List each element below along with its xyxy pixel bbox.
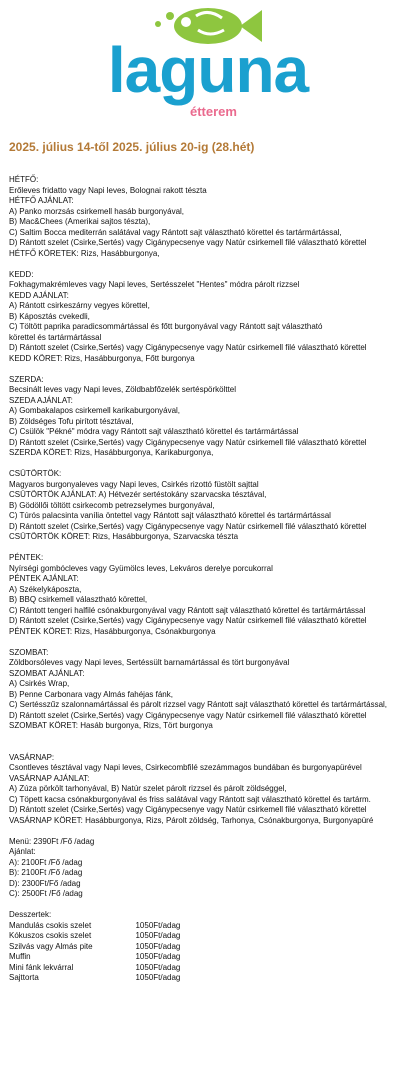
dessert-name: Szilvás vagy Almás pite bbox=[9, 940, 93, 951]
dessert-name: Muffin bbox=[9, 951, 31, 961]
menu-line: Nyírségi gombócleves vagy Gyümölcs leves, Lekváros derelye porcukorral bbox=[9, 562, 273, 573]
menu-line: D) Rántott szelet (Csirke,Sertés) vagy Cigánypecsenye vagy Natúr csirkemell filé választható körettel bbox=[9, 342, 367, 352]
menu-line: D) Rántott szelet (Csirke,Sertés) vagy Cigánypecsenye vagy Natúr csirkemell filé választható körettel bbox=[9, 237, 367, 247]
menu-line: PÉNTEK AJÁNLAT: bbox=[9, 573, 79, 583]
price-line: C): 2500Ft /Fő /adag bbox=[9, 888, 83, 898]
menu-line: Csontleves tésztával vagy Napi leves, Csirkecombfilé szezámmagos bundában és burgonyapürével bbox=[9, 762, 362, 772]
day-heading: HÉTFŐ: bbox=[9, 174, 39, 184]
menu-line: A) Zúza pörkölt tarhonyával, B) Natúr szelet párolt rizzsel és párolt zöldséggel, bbox=[9, 783, 287, 793]
menu-line: D) Rántott szelet (Csirke,Sertés) vagy Cigánypecsenye vagy Natúr csirkemell filé választható körettel bbox=[9, 436, 367, 447]
menu-line: D) Rántott szelet (Csirke,Sertés) vagy Cigánypecsenye vagy Natúr csirkemell filé választható körettel bbox=[9, 615, 367, 625]
menu-line: Becsinált leves vagy Napi leves, Zöldbabfőzelék sertéspörkölttel bbox=[9, 384, 237, 394]
dessert-row bbox=[9, 962, 386, 973]
menu-line: B) Zöldséges Tofu pirított tésztával, bbox=[9, 415, 134, 426]
dessert-price: 1050Ft/adag bbox=[135, 961, 181, 972]
day-block bbox=[9, 741, 386, 825]
menu-line: A) Székelykáposzta, bbox=[9, 583, 82, 594]
menu-line: VASÁRNAP KÖRET: Hasábburgonya, Rizs, Párolt zöldség, Tarhonya, Csónakburgonya, Burgonyapüré bbox=[9, 814, 374, 825]
menu-line: CSÜTÖRTÖK KÖRET: Rizs, Hasábburgonya, Szarvacska tészta bbox=[9, 531, 239, 541]
menu-line: A) Rántott csirkeszárny vegyes körettel, bbox=[9, 300, 150, 310]
price-line: Menü: 2390Ft /Fő /adag bbox=[9, 835, 95, 846]
menu-line: HÉTFŐ KÖRETEK: Rizs, Hasábburgonya, bbox=[9, 247, 160, 258]
day-heading: PÉNTEK: bbox=[9, 552, 44, 562]
menu-line: SZOMBAT KÖRET: Hasáb burgonya, Rizs, Tört burgonya bbox=[9, 720, 213, 730]
menu-line: D) Rántott szelet (Csirke,Sertés) vagy Cigánypecsenye vagy Natúr csirkemell filé választható körettel bbox=[9, 804, 367, 814]
dessert-price: 1050Ft/adag bbox=[135, 940, 181, 951]
day-heading: KEDD: bbox=[9, 268, 34, 279]
dessert-list bbox=[9, 920, 386, 983]
day-block bbox=[9, 468, 386, 542]
price-line: B): 2100Ft /Fő /adag bbox=[9, 867, 83, 877]
menu-line: C) Saltim Bocca mediterrán salátával vagy Rántott sajt választható körettel és tartármártással, bbox=[9, 226, 342, 237]
dessert-price: 1050Ft/adag bbox=[135, 930, 181, 940]
desserts-heading: Desszertek: bbox=[9, 909, 52, 919]
restaurant-logo bbox=[0, 0, 416, 120]
price-line: A): 2100Ft /Fő /adag bbox=[9, 856, 83, 867]
menu-line: C) Túrós palacsinta vanília öntettel vagy Rántott sajt választható körettel és tartármártással bbox=[9, 510, 331, 520]
menu-line: CSÜTÖRTÖK AJÁNLAT: A) Hétvezér sertéstokány szarvacska tésztával, bbox=[9, 489, 267, 499]
dessert-row bbox=[9, 941, 386, 952]
menu-line: Magyaros burgonyaleves vagy Napi leves, Csirkés rizottó füstölt sajttal bbox=[9, 478, 259, 489]
dessert-row bbox=[9, 951, 386, 962]
menu-line: B) Mac&Chees (Amerikai sajtos tészta), bbox=[9, 216, 151, 226]
menu-line: C) Sertésszűz szalonnamártással és párolt rizzsel vagy Rántott sajt választható körettel és tartármártással, bbox=[9, 699, 388, 709]
menu-line: Erőleves fridatto vagy Napi leves, Bolognai rakott tészta bbox=[9, 184, 207, 195]
dessert-name: Mandulás csokis szelet bbox=[9, 919, 92, 930]
menu-line: VASÁRNAP: bbox=[9, 751, 55, 762]
menu-line: C) Töpett kacsa csónakburgonyával és friss salátával vagy Rántott sajt választható körettel és tartárm. bbox=[9, 793, 371, 804]
dessert-name: Sajttorta bbox=[9, 972, 39, 982]
menu-line: SZOMBAT AJÁNLAT: bbox=[9, 667, 85, 678]
price-line: Ajánlat: bbox=[9, 846, 36, 856]
dessert-price: 1050Ft/adag bbox=[135, 919, 181, 930]
menu-line: KEDD KÖRET: Rizs, Hasábburgonya, Főtt burgonya bbox=[9, 352, 195, 363]
menu-line: SZERDA KÖRET: Rizs, Hasábburgonya, Karikaburgonya, bbox=[9, 447, 214, 457]
day-heading: CSÜTÖRTÖK: bbox=[9, 468, 62, 478]
menu-line: Zöldborsóleves vagy Napi leves, Sertéssült barnamártással és tört burgonyával bbox=[9, 657, 290, 667]
menu-line: C) Csülök "Pékné" módra vagy Rántott sajt választható körettel és tartármártással bbox=[9, 426, 299, 436]
menu-line: A) Gombakalapos csirkemell karikaburgonyával, bbox=[9, 405, 181, 415]
menu-line: C) Töltött paprika paradicsommártással és főtt burgonyával vagy Rántott sajt választható bbox=[9, 321, 323, 331]
day-block bbox=[9, 269, 386, 364]
menu-line: D) Rántott szelet (Csirke,Sertés) vagy Cigánypecsenye vagy Natúr csirkemell filé választható körettel bbox=[9, 520, 367, 531]
menu-line: körettel és tartármártással bbox=[9, 331, 102, 342]
menu-line: SZEDA AJÁNLAT: bbox=[9, 394, 73, 405]
menu-line: Fokhagymakrémleves vagy Napi leves, Sertésszelet "Hentes" módra párolt rizzsel bbox=[9, 279, 300, 289]
menu-line: B) Káposztás cvekedli, bbox=[9, 310, 90, 321]
dessert-row bbox=[9, 920, 386, 931]
menu-line: VASÁRNAP AJÁNLAT: bbox=[9, 772, 90, 783]
day-heading: SZERDA: bbox=[9, 373, 44, 384]
day-block bbox=[9, 647, 386, 731]
day-block bbox=[9, 174, 386, 258]
dessert-row bbox=[9, 972, 386, 983]
day-heading bbox=[9, 741, 386, 752]
menu-line: PÉNTEK KÖRET: Rizs, Hasábburgonya, Csónakburgonya bbox=[9, 625, 216, 636]
menu-line: C) Rántott tengeri halfilé csónakburgonyával vagy Rántott sajt választható körettel és tartármártással bbox=[9, 604, 366, 615]
menu-line: HÉTFŐ AJÁNLAT: bbox=[9, 195, 74, 205]
price-line: D): 2300Ft/Fő /adag bbox=[9, 877, 81, 888]
menu-line: B) Penne Carbonara vagy Almás fahéjas fánk, bbox=[9, 688, 173, 699]
menu-line: A) Panko morzsás csirkemell hasáb burgonyával, bbox=[9, 205, 185, 216]
week-heading: 2025. július 14-től 2025. július 20-ig (28.hét) bbox=[9, 140, 255, 154]
dessert-price: 1050Ft/adag bbox=[135, 972, 181, 982]
menu-line: A) Csirkés Wrap, bbox=[9, 678, 70, 688]
logo-subtitle: étterem bbox=[190, 104, 237, 119]
menu-line: B) BBQ csirkemell választható körettel, bbox=[9, 594, 148, 604]
dessert-name: Mini fánk lekvárral bbox=[9, 961, 74, 972]
dessert-row bbox=[9, 930, 386, 941]
menu-line: KEDD AJÁNLAT: bbox=[9, 289, 69, 300]
menu-line: D) Rántott szelet (Csirke,Sertés) vagy Cigánypecsenye vagy Natúr csirkemell filé választható körettel bbox=[9, 709, 367, 720]
day-block bbox=[9, 552, 386, 636]
dessert-price: 1050Ft/adag bbox=[135, 951, 181, 961]
day-block bbox=[9, 374, 386, 458]
day-heading: SZOMBAT: bbox=[9, 646, 49, 657]
price-list bbox=[9, 836, 386, 899]
daily-menus bbox=[9, 174, 386, 825]
menu-body bbox=[9, 174, 386, 983]
logo-wordmark: laguna bbox=[107, 34, 309, 106]
dessert-name: Kókuszos csokis szelet bbox=[9, 930, 92, 940]
menu-line: B) Gödöllői töltött csirkecomb petrezselymes burgonyával, bbox=[9, 499, 215, 510]
